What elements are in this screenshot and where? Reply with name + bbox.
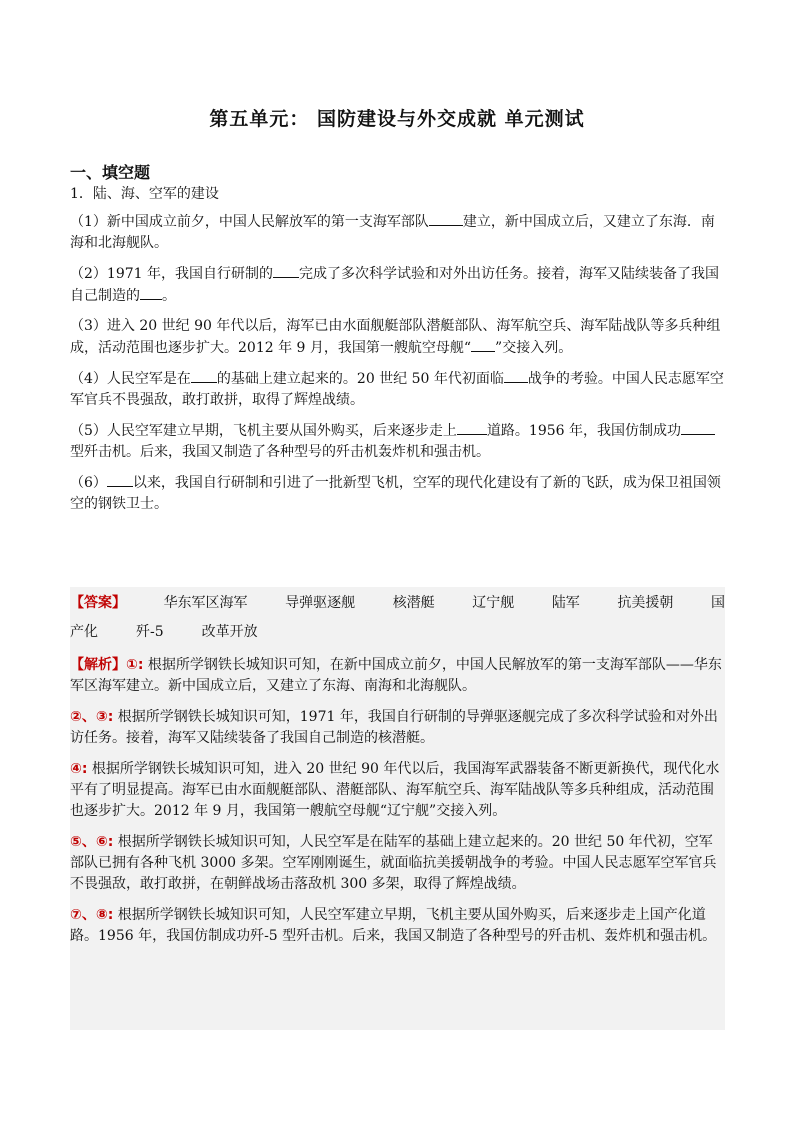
answer-item: 华东军区海军 (163, 595, 248, 611)
question-item-6: （6） 以来，我国自行研制和引进了一批新型飞机，空军的现代化建设有了新的飞跃，成为保卫祖国领空的钢铁卫士。 (70, 472, 725, 515)
analysis-marker: ④: (70, 761, 88, 777)
analysis-section (70, 655, 725, 957)
answer-item: 产化 (70, 624, 98, 640)
answer-blank[interactable] (681, 420, 715, 435)
answer-list (70, 592, 725, 612)
question-heading: 1．陆、海、空军的建设 (70, 186, 219, 202)
analysis-paragraph: ⑤、⑥: 根据所学钢铁长城知识可知，人民空军是在陆军的基础上建立起来的。20 世纪 50 年代初，空军部队已拥有各种飞机 3000 多架。空军刚刚诞生，就面临抗美援朝战争的考验。中国人民志愿军空军官兵不畏强敌，敢打敢拼，在朝鲜战场击落敌机 300 多架，取得了辉煌战绩。 (70, 834, 717, 892)
question-item-1: （1）新中国成立前夕，中国人民解放军的第一支海军部队 建立，新中国成立后，又建立了东海．南海和北海舰队。 (70, 211, 725, 254)
analysis-marker: ⑤、⑥: (70, 834, 114, 850)
question-body (70, 184, 725, 524)
answer-blank[interactable] (191, 368, 217, 383)
answer-item: 核潜艇 (392, 595, 435, 611)
answer-item: 改革开放 (201, 624, 258, 640)
answer-blank[interactable] (107, 472, 133, 487)
answer-section (70, 592, 725, 641)
page-title: 第五单元： 国防建设与外交成就 单元测试 (209, 108, 585, 130)
answer-item: 陆军 (551, 595, 580, 611)
answer-label: 【答案】 (70, 595, 126, 611)
section-heading: 一、填空题 (70, 163, 151, 182)
answer-blank[interactable] (504, 368, 528, 383)
answer-blank[interactable] (471, 337, 495, 352)
analysis-paragraph: ④: 根据所学钢铁长城知识可知，进入 20 世纪 90 年代以后，我国海军武器装备不断更新换代，现代化水平有了明显提高。海军已由水面舰艇部队、潜艇部队、海军航空兵、海军陆战队等多兵种组成，活动范围也逐步扩大。2012 年 9 月，我国第一艘航空母舰“辽宁舰”交接入列。 (70, 761, 720, 819)
answer-item: 抗美援朝 (617, 595, 674, 611)
analysis-paragraph: ②、③: 根据所学钢铁长城知识可知，1971 年，我国自行研制的导弹驱逐舰完成了多次科学试验和对外出访任务。接着，海军又陆续装备了我国自己制造的核潜艇。 (70, 709, 718, 746)
analysis-marker: ②、③: (70, 709, 114, 725)
answer-blank[interactable] (273, 263, 299, 278)
answer-blank[interactable] (429, 211, 463, 226)
analysis-label: 【解析】 (70, 657, 126, 673)
question-item-4: （4）人民空军是在 的基础上建立起来的。20 世纪 50 年代初面临 战争的考验。中国人民志愿军空军官兵不畏强敌，敢打敢拼，取得了辉煌战绩。 (70, 368, 725, 411)
question-item-5: （5）人民空军建立早期，飞机主要从国外购买，后来逐步走上 道路。1956 年，我国仿制成功型歼击机。后来，我国又制造了各种型号的歼击机轰炸机和强击机。 (70, 420, 725, 463)
answer-item: 导弹驱逐舰 (285, 595, 356, 611)
analysis-paragraph: 【解析】①: 根据所学钢铁长城知识可知，在新中国成立前夕，中国人民解放军的第一支海军部队——华东军区海军建立。新中国成立后，又建立了东海、南海和北海舰队。 (70, 657, 722, 694)
answer-blank[interactable] (140, 285, 162, 300)
answer-blank[interactable] (457, 420, 487, 435)
question-item-3: （3）进入 20 世纪 90 年代以后，海军已由水面舰艇部队潜艇部队、海军航空兵、海军陆战队等多兵种组成，活动范围也逐步扩大。2012 年 9 月，我国第一艘航空母舰“ ”交接入列。 (70, 318, 721, 356)
analysis-marker: ⑦、⑧: (70, 907, 114, 923)
answer-item: 辽宁舰 (472, 595, 515, 611)
answer-item: 国 (710, 595, 725, 611)
answer-list-continued (70, 621, 725, 641)
answer-item: 歼-5 (136, 624, 164, 640)
analysis-paragraph: ⑦、⑧: 根据所学钢铁长城知识可知，人民空军建立早期，飞机主要从国外购买，后来逐步走上国产化道路。1956 年，我国仿制成功歼-5 型歼击机。后来，我国又制造了各种型号的歼击机、轰炸机和强击机。 (70, 907, 717, 944)
analysis-marker: ①: (126, 657, 144, 673)
question-item-2: （2）1971 年，我国自行研制的 完成了多次科学试验和对外出访任务。接着，海军又陆续装备了我国自己制造的 。 (70, 263, 725, 307)
